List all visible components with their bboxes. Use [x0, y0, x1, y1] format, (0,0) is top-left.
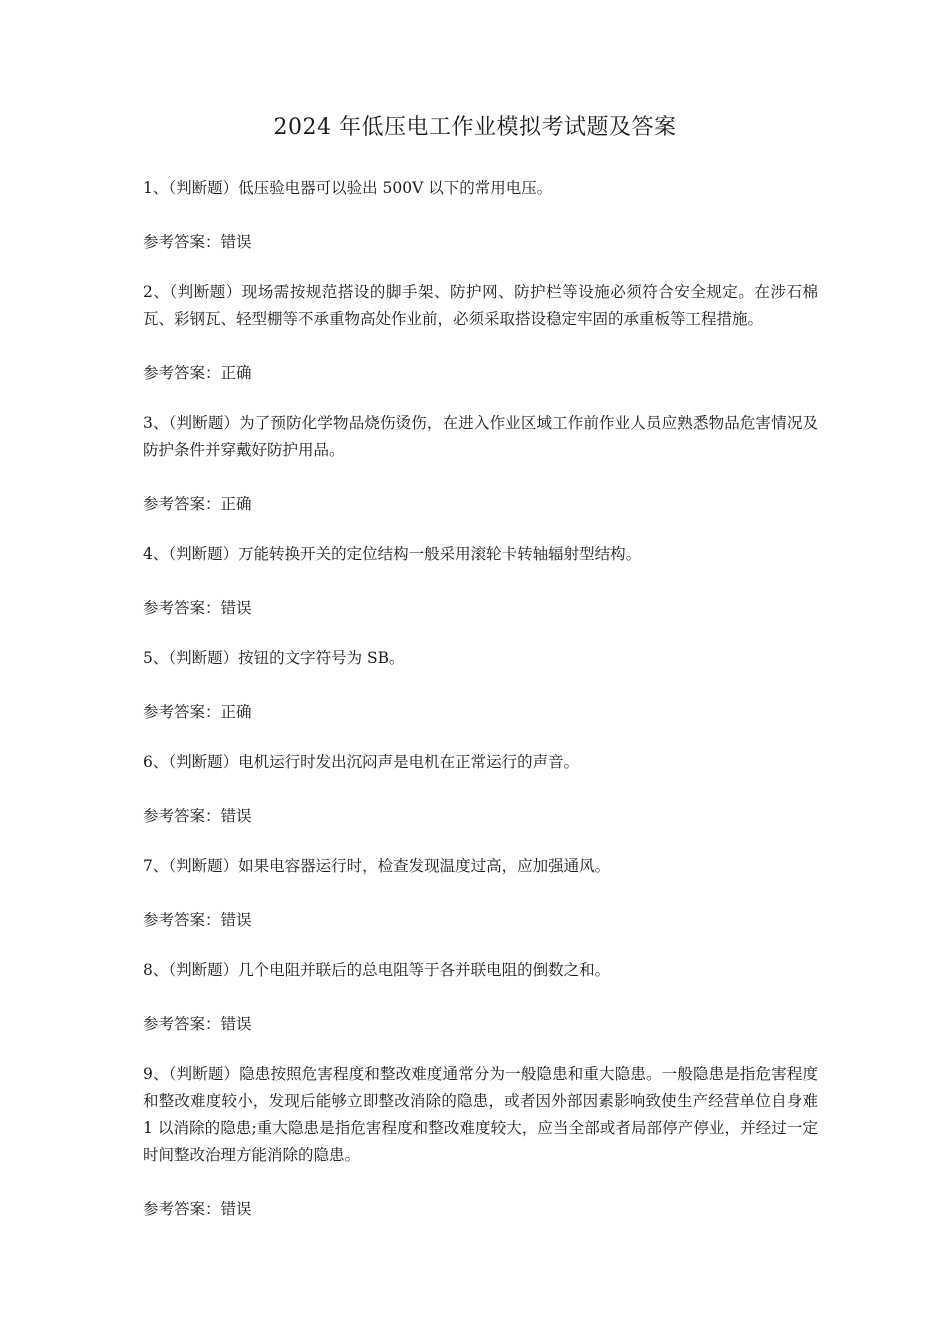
answer-value: 正确	[220, 364, 252, 382]
answer-line	[143, 595, 818, 622]
answer-line	[143, 229, 818, 256]
question-item	[143, 279, 818, 410]
question-text: 5、（判断题）按钮的文字符号为 SB。	[143, 649, 405, 667]
answer-line	[143, 803, 818, 830]
answer-prefix: 参考答案：	[143, 495, 221, 513]
answer-value: 正确	[220, 703, 252, 721]
answer-prefix: 参考答案：	[143, 233, 221, 251]
question-item	[143, 853, 818, 957]
question-text: 8、（判断题）几个电阻并联后的总电阻等于各并联电阻的倒数之和。	[143, 961, 611, 979]
question-text: 7、（判断题）如果电容器运行时，检查发现温度过高，应加强通风。	[143, 857, 611, 875]
answer-value: 错误	[220, 807, 252, 825]
answer-prefix: 参考答案：	[143, 911, 221, 929]
answer-prefix: 参考答案：	[143, 1015, 221, 1033]
question-text: 6、（判断题）电机运行时发出沉闷声是电机在正常运行的声音。	[143, 753, 580, 771]
answer-line	[143, 1011, 818, 1038]
question-list	[143, 175, 818, 1223]
question-item	[143, 175, 818, 279]
answer-line	[143, 699, 818, 726]
question-text: 9、（判断题）隐患按照危害程度和整改难度通常分为一般隐患和重大隐患。一般隐患是指危害程度和整改难度较小，发现后能够立即整改消除的隐患，或者因外部因素影响致使生产经营单位自身难 1 以消除的隐患;重大隐患是指危害程度和整改难度较大，应当全部或者局部停产停业，并经过一定时间整改治理方能消除的隐患。	[143, 1065, 818, 1164]
answer-value: 错误	[220, 1015, 252, 1033]
answer-line	[143, 360, 818, 387]
answer-value: 错误	[220, 599, 252, 617]
answer-prefix: 参考答案：	[143, 807, 221, 825]
answer-prefix: 参考答案：	[143, 1200, 221, 1218]
answer-prefix: 参考答案：	[143, 364, 221, 382]
answer-prefix: 参考答案：	[143, 703, 221, 721]
question-item	[143, 541, 818, 645]
document-title: 2024 年低压电工作业模拟考试题及答案	[273, 115, 677, 140]
answer-prefix: 参考答案：	[143, 599, 221, 617]
answer-value: 错误	[220, 233, 252, 251]
question-item	[143, 410, 818, 541]
question-item	[143, 1061, 818, 1223]
question-item	[143, 957, 818, 1061]
question-text: 1、（判断题）低压验电器可以验出 500V 以下的常用电压。	[143, 179, 553, 197]
question-item	[143, 645, 818, 749]
question-text: 4、（判断题）万能转换开关的定位结构一般采用滚轮卡转轴辐射型结构。	[143, 545, 642, 563]
answer-line	[143, 1196, 818, 1223]
answer-value: 正确	[220, 495, 252, 513]
answer-value: 错误	[220, 1200, 252, 1218]
answer-line	[143, 491, 818, 518]
question-item	[143, 749, 818, 853]
answer-line	[143, 907, 818, 934]
answer-value: 错误	[220, 911, 252, 929]
question-text: 2、（判断题）现场需按规范搭设的脚手架、防护网、防护栏等设施必须符合安全规定。在涉石棉瓦、彩钢瓦、轻型棚等不承重物高处作业前，必须采取搭设稳定牢固的承重板等工程措施。	[143, 283, 818, 328]
question-text: 3、（判断题）为了预防化学物品烧伤烫伤，在进入作业区域工作前作业人员应熟悉物品危害情况及防护条件并穿戴好防护用品。	[143, 414, 818, 459]
